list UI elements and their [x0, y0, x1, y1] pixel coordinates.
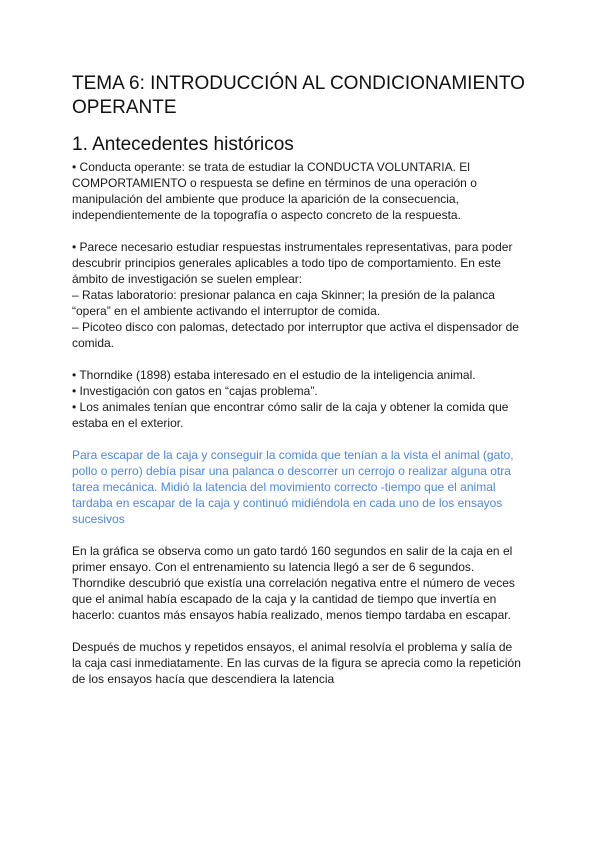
paragraph-highlight-escape: Para escapar de la caja y conseguir la comida que tenían a la vista el animal (gato, pollo o perro) debía pisar una palanca o descorrer un cerrojo o realizar alguna otra tarea mecánica. Midió la latencia del movimiento correcto -tiempo que el animal tardaba en escapar de la caja y continuó midiéndola en cada uno de los ensayos sucesivos	[72, 448, 514, 526]
document-title: TEMA 6: INTRODUCCIÓN AL CONDICIONAMIENTO OPERANTE	[72, 73, 525, 118]
paragraph-ensayos: Después de muchos y repetidos ensayos, el animal resolvía el problema y salía de la caja casi inmediatamente. En las curvas de la figura se aprecia como la repetición de los ensayos hacía que descendiera la latencia	[72, 640, 521, 686]
paragraph-spacer	[72, 527, 532, 543]
document-page	[72, 72, 532, 687]
paragraph-thorndike: • Thorndike (1898) estaba interesado en el estudio de la inteligencia animal. • Investigación con gatos en “cajas problema”. • Los animales tenían que encontrar cómo salir de la caja y obtener la comida que estaba en el exterior.	[72, 368, 509, 430]
section-heading-antecedentes: 1. Antecedentes históricos	[72, 134, 294, 155]
paragraph-spacer	[72, 351, 532, 367]
paragraph-grafica: En la gráfica se observa como un gato tardó 160 segundos en salir de la caja en el primer ensayo. Con el entrenamiento su latencia llegó a ser de 6 segundos. Thorndike descubrió que existía una correlación negativa entre el número de veces que el animal había escapado de la caja y la cantidad de tiempo que invertía en hacerlo: cuantos más ensayos había realizado, menos tiempo tardaba en escapar.	[72, 544, 515, 622]
paragraph-respuestas-instrumentales: • Parece necesario estudiar respuestas instrumentales representativas, para poder descubrir principios generales aplicables a todo tipo de comportamiento. En este ámbito de investigación se suelen emplear: – Ratas laboratorio: presionar palanca en caja Skinner; la presión de la palanca “opera” en el ambiente activando el interruptor de comida. – Picoteo disco con palomas, detectado por interruptor que activa el dispensador de comida.	[72, 240, 519, 350]
paragraph-spacer	[72, 223, 532, 239]
paragraph-spacer	[72, 623, 532, 639]
paragraph-spacer	[72, 431, 532, 447]
paragraph-conducta-operante: • Conducta operante: se trata de estudiar la CONDUCTA VOLUNTARIA. El COMPORTAMIENTO o respuesta se define en términos de una operación o manipulación del ambiente que produce la aparición de la consecuencia, independientemente de la topografía o aspecto concreto de la respuesta.	[72, 160, 477, 222]
